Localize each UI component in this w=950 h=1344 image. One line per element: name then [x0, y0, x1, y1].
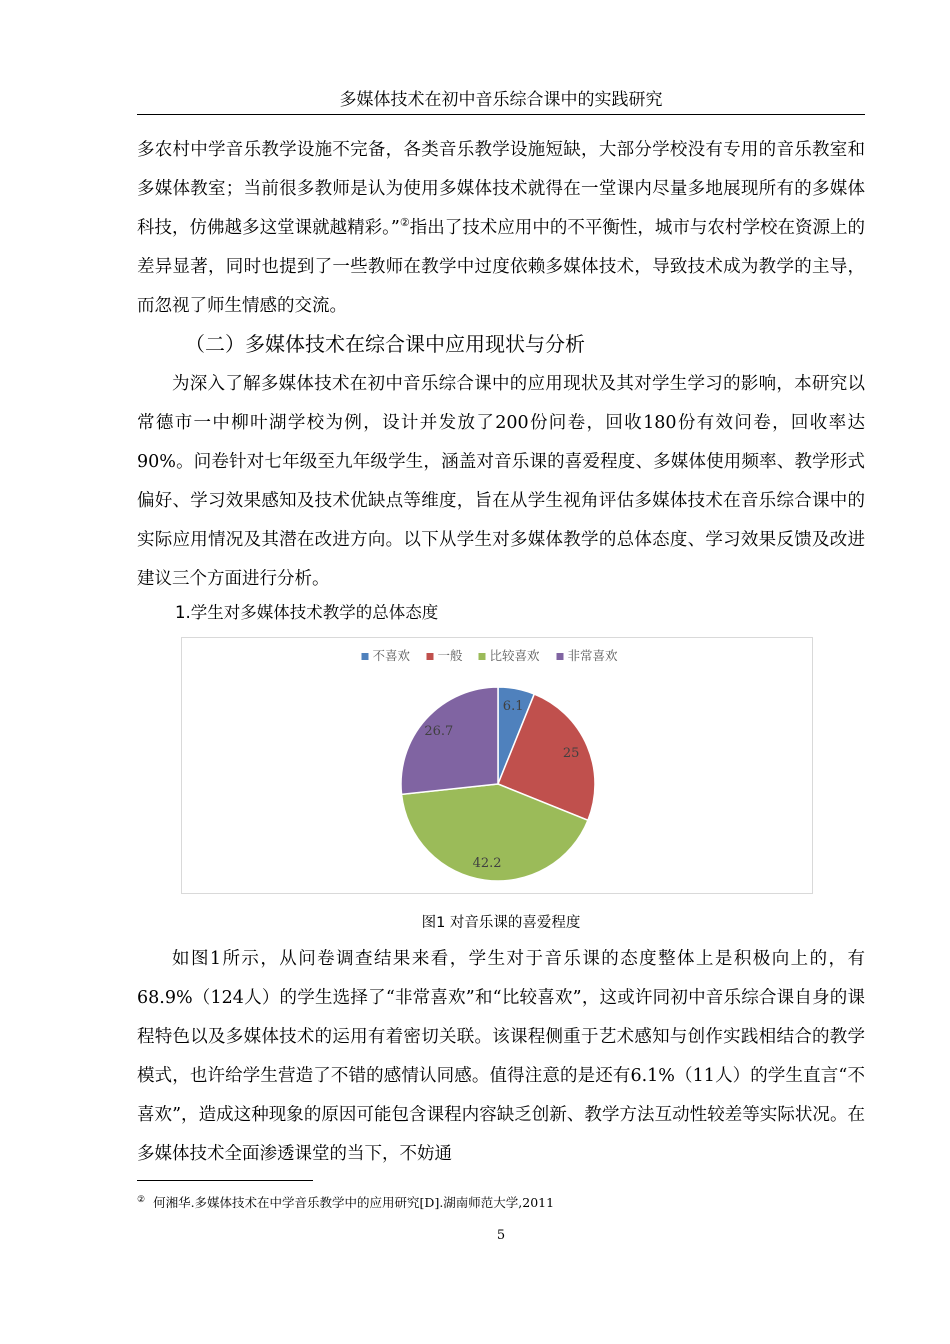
- legend-swatch-3: [479, 653, 486, 660]
- legend-label-3: 比较喜欢: [489, 648, 540, 663]
- paragraph-intro: 为深入了解多媒体技术在初中音乐综合课中的应用现状及其对学生学习的影响，本研究以常德市一中柳叶湖学校为例，设计并发放了200份问卷，回收180份有效问卷，回收率达90%。问卷针对七年级至九年级学生，涵盖对音乐课的喜爱程度、多媒体使用频率、教学形式偏好、学习效果感知及技术优缺点等维度，旨在从学生视角评估多媒体技术在音乐综合课中的实际应用情况及其潜在改进方向。以下从学生对多媒体教学的总体态度、学习效果反馈及改进建议三个方面进行分析。: [137, 374, 865, 589]
- legend-label-4: 非常喜欢: [567, 648, 618, 663]
- figure-caption: 图1 对音乐课的喜爱程度: [421, 915, 581, 931]
- paragraph-continued: [137, 131, 865, 326]
- pie-slice-4: [401, 687, 498, 794]
- paragraph-analysis: 如图1所示，从问卷调查结果来看，学生对于音乐课的态度整体上是积极向上的，有68.9%（124人）的学生选择了“非常喜欢”和“比较喜欢”，这或许同初中音乐综合课自身的课程特色以及多媒体技术的运用有着密切关联。该课程侧重于艺术感知与创作实践相结合的教学模式，也许给学生营造了不错的感情认同感。值得注意的是还有6.1%（11人）的学生直言“不喜欢”，造成这种现象的原因可能包含课程内容缺乏创新、教学方法互动性较差等实际状况。在多媒体技术全面渗透课堂的当下，不妨通: [137, 949, 865, 1164]
- header-rule: [137, 114, 865, 115]
- running-header: 多媒体技术在初中音乐综合课中的实践研究: [339, 90, 663, 110]
- footnote-mark: ②: [137, 1195, 146, 1205]
- pie-chart: [181, 637, 813, 894]
- legend-swatch-1: [362, 653, 369, 660]
- data-label-3: 42.2: [472, 855, 502, 871]
- footnote: [137, 1190, 865, 1213]
- footnote-rule: [137, 1180, 313, 1181]
- paragraph-text-after-ref: 指出了技术应用中的不平衡性，城市与农村学校在资源上的差异显著，同时也提到了一些教师在教学中过度依赖多媒体技术，导致技术成为教学的主导，而忽视了师生情感的交流。: [137, 218, 865, 316]
- legend-swatch-4: [557, 653, 564, 660]
- data-label-1: 6.1: [502, 698, 524, 714]
- paragraph-text-before-ref: 多农村中学音乐教学设施不完备，各类音乐教学设施短缺，大部分学校没有专用的音乐教室和多媒体教室；当前很多教师是认为使用多媒体技术就得在一堂课内尽量多地展现所有的多媒体科技，仿佛越多这堂课就越精彩。”: [137, 140, 865, 238]
- subsection-heading: 1.学生对多媒体技术教学的总体态度: [175, 603, 439, 622]
- data-label-2: 25: [562, 745, 580, 761]
- footnote-text: 何湘华.多媒体技术在中学音乐教学中的应用研究[D].湖南师范大学,2011: [153, 1195, 555, 1211]
- page-number: 5: [496, 1228, 506, 1243]
- legend-label-1: 不喜欢: [372, 648, 411, 663]
- footnote-reference[interactable]: ②: [399, 216, 410, 230]
- legend-swatch-2: [427, 653, 434, 660]
- data-label-4: 26.7: [424, 723, 454, 739]
- legend-label-2: 一般: [437, 648, 463, 663]
- section-heading: （二）多媒体技术在综合课中应用现状与分析: [185, 332, 585, 356]
- pie-chart-svg: [182, 638, 814, 895]
